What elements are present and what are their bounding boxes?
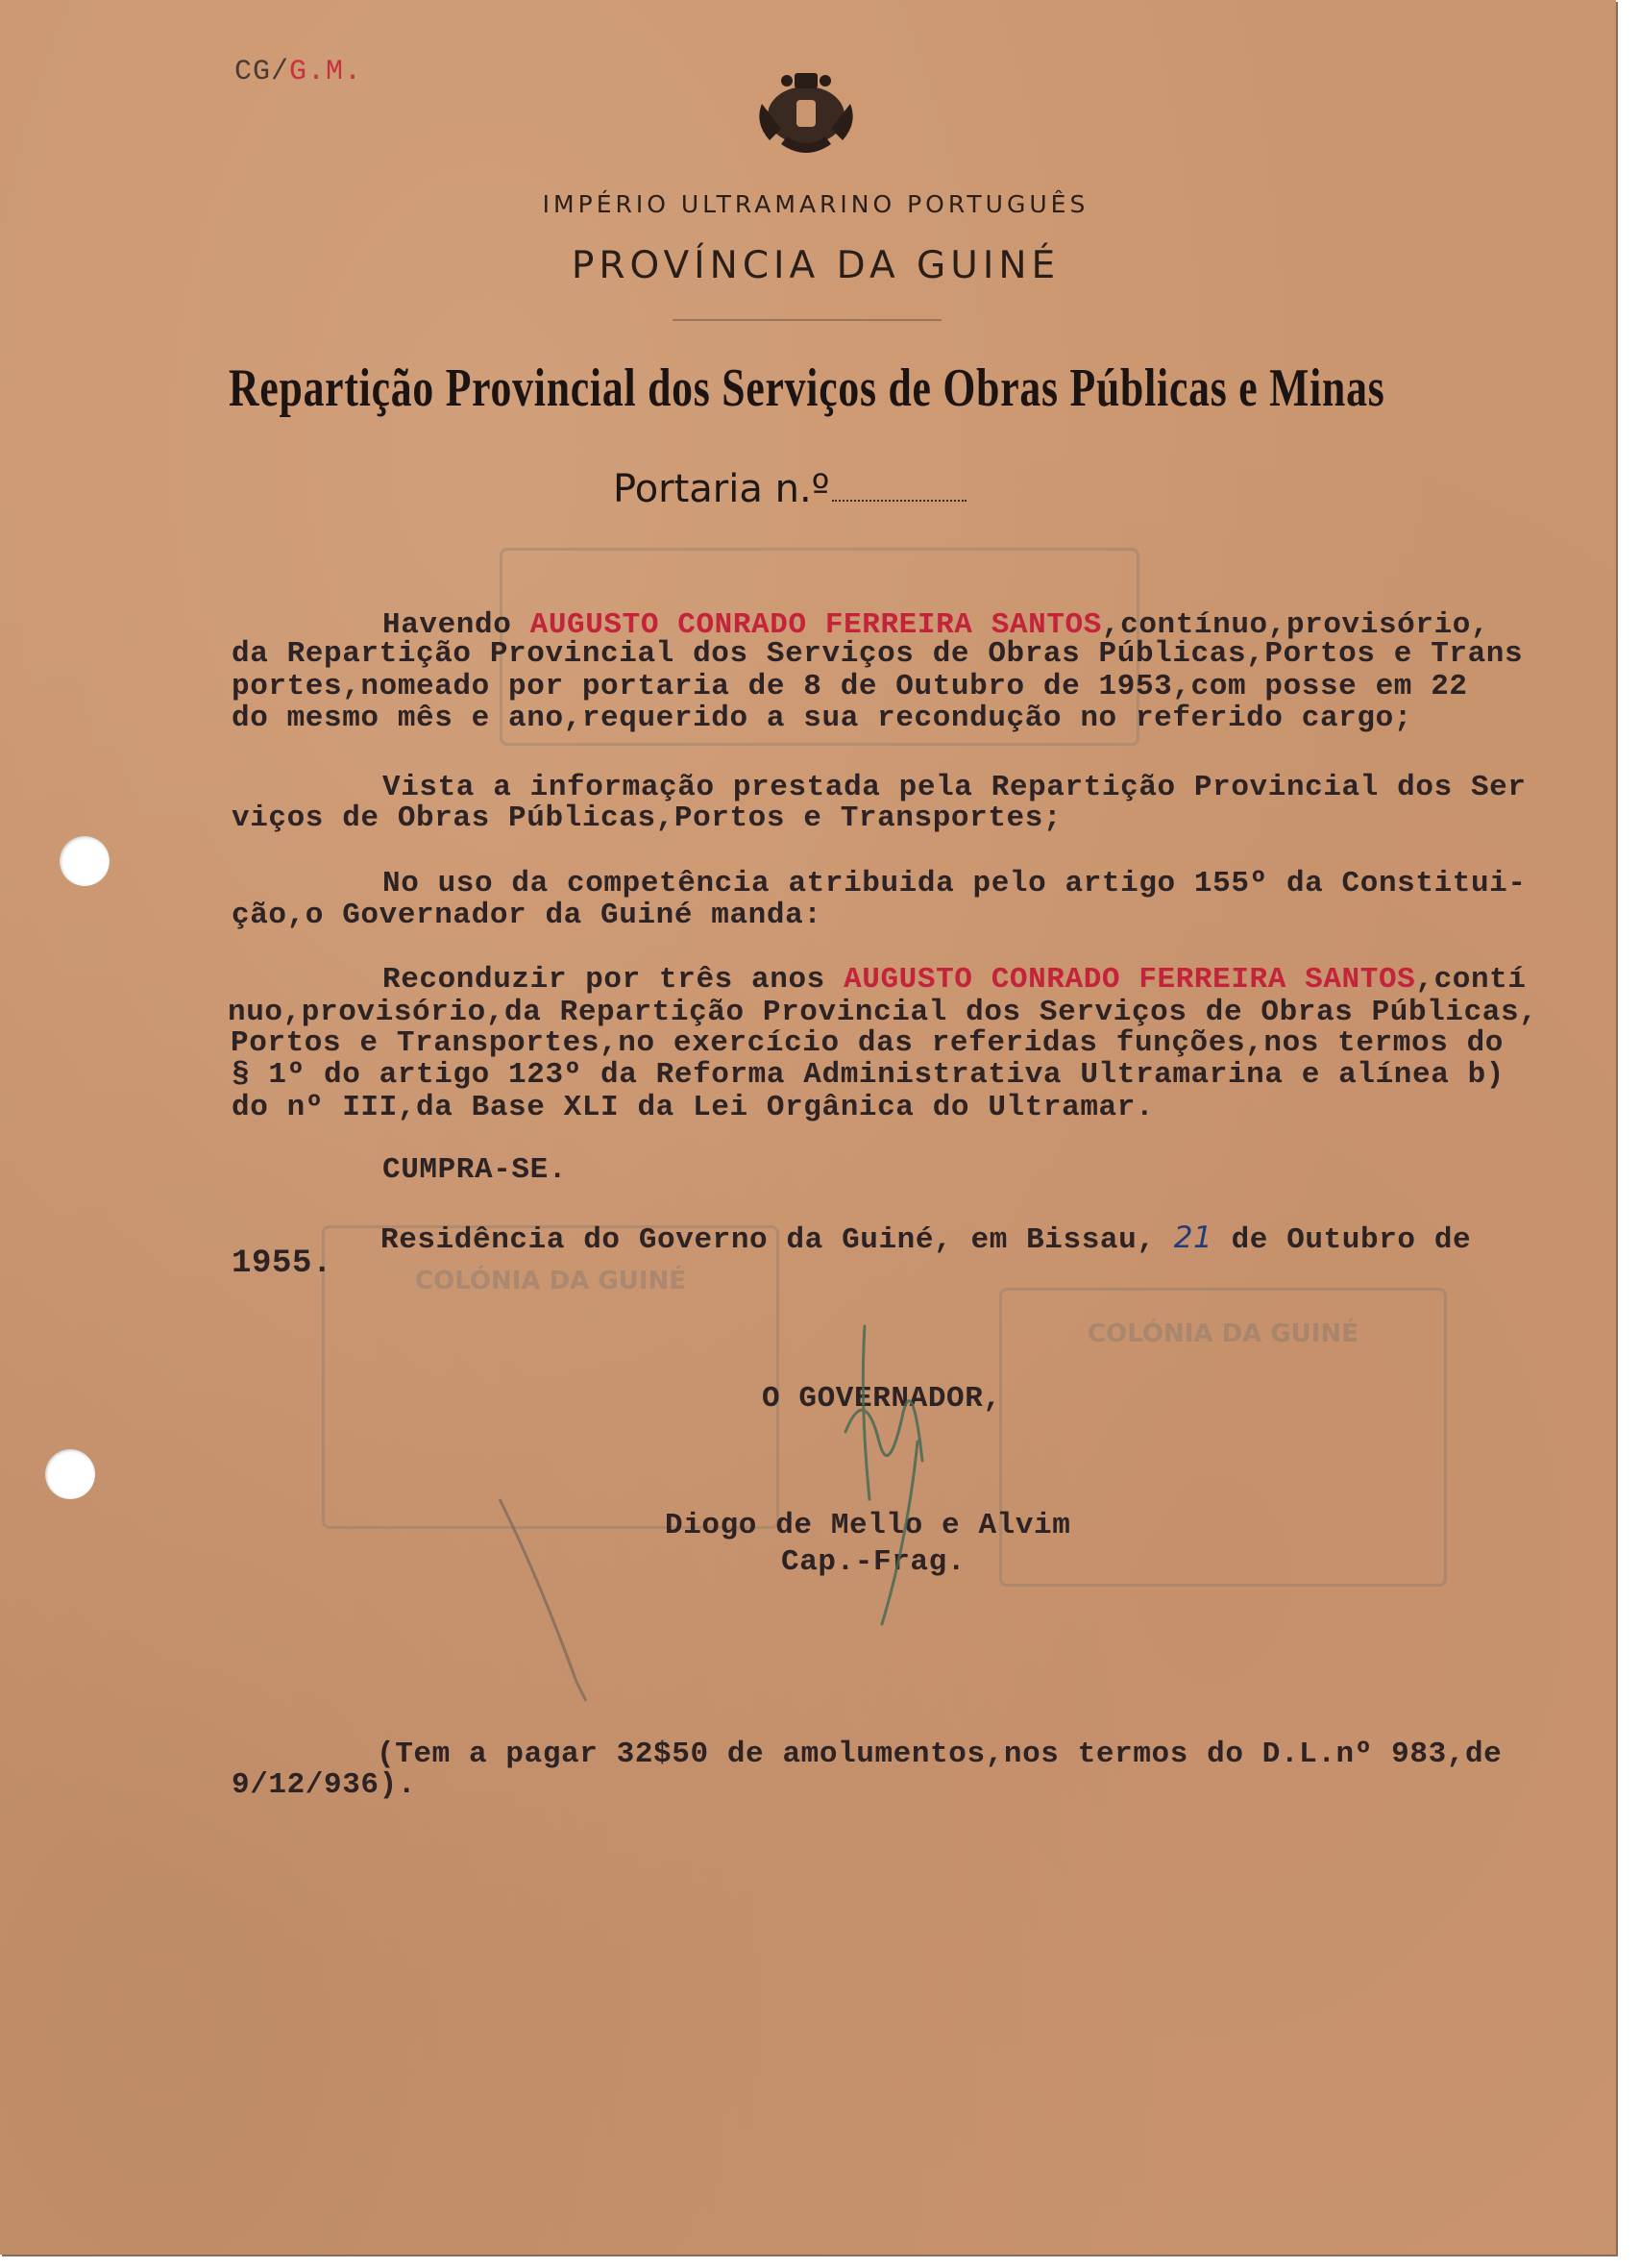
portaria-number [613, 467, 967, 511]
p2-line-1: Vista a informação prestada pela Repartição Provincial dos Ser [382, 771, 1527, 804]
signatory-rank: Cap.-Frag. [781, 1545, 967, 1579]
footnote-line-1: (Tem a pagar 32$50 de amolumentos,nos termos do D.L.nº 983,de [377, 1738, 1503, 1771]
year-line: 1955. [232, 1245, 333, 1282]
p4-line-4: § 1º do artigo 123º da Reforma Administrativa Ultramarina e alínea b) [232, 1058, 1505, 1092]
p1-line-4: do mesmo mês e ano,requerido a sua recondução no referido cargo; [232, 702, 1412, 735]
stamp-right-title: COLÓNIA DA GUINÉ [1088, 1319, 1359, 1348]
p4-line-2: nuo,provisório,da Repartição Provincial dos Serviços de Obras Públicas, [228, 996, 1538, 1029]
p1-line-3: portes,nomeado por portaria de 8 de Outubro de 1953,com posse em 22 [232, 670, 1468, 703]
p4-line-1 [382, 965, 1527, 995]
portaria-blank [832, 500, 967, 502]
reference-suffix: G.M. [289, 56, 363, 88]
p4-pre: Reconduzir por três anos [382, 963, 844, 997]
portaria-label: Portaria n.º [613, 467, 830, 511]
p4-post: ,contí [1415, 963, 1527, 997]
p1-pre: Havendo [382, 608, 530, 642]
header-divider [673, 319, 942, 321]
province-heading: PROVÍNCIA DA GUINÉ [571, 244, 1061, 287]
p4-name: AUGUSTO CONRADO FERREIRA SANTOS [844, 963, 1416, 997]
signatory-name: Diogo de Mello e Alvim [665, 1509, 1071, 1542]
residence-day: 21 [1173, 1220, 1213, 1255]
cumpra-se: CUMPRA-SE. [382, 1153, 568, 1187]
department-heading: Repartição Provincial dos Serviços de Obras Públicas e Minas [229, 358, 1385, 418]
residence-post: de Outubro de [1212, 1223, 1472, 1257]
reference-prefix: CG/ [234, 56, 290, 88]
signature-title: O GOVERNADOR, [762, 1382, 1002, 1416]
punch-hole-top [60, 836, 110, 886]
p4-line-5: do nº III,da Base XLI da Lei Orgânica do Ultramar. [232, 1091, 1155, 1124]
reference-code [234, 56, 362, 88]
p3-line-1: No uso da competência atribuida pelo artigo 155º da Constitui- [382, 867, 1527, 900]
punch-hole-bottom [45, 1449, 95, 1499]
p3-line-2: ção,o Governador da Guiné manda: [232, 899, 822, 932]
p1-name: AUGUSTO CONRADO FERREIRA SANTOS [529, 608, 1102, 642]
residence-pre: Residência do Governo da Guiné, em Bissau, [380, 1223, 1174, 1257]
p4-line-3: Portos e Transportes,no exercício das referidas funções,nos termos do [231, 1026, 1505, 1060]
footnote-line-2: 9/12/936). [232, 1768, 417, 1802]
p1-line-2: da Repartição Provincial dos Serviços de Obras Públicas,Portos e Trans [232, 637, 1524, 671]
empire-heading: IMPÉRIO ULTRAMARINO PORTUGUÊS [542, 190, 1089, 218]
stamp-left-title: COLÓNIA DA GUINÉ [415, 1267, 686, 1295]
p2-line-2: viços de Obras Públicas,Portos e Transportes; [232, 801, 1063, 835]
p1-post: ,contínuo,provisório, [1101, 608, 1490, 642]
residence-line [380, 1220, 1472, 1257]
p1-line-1 [382, 610, 1489, 640]
stamp-left [322, 1225, 779, 1529]
coat-of-arms-icon [752, 65, 860, 161]
